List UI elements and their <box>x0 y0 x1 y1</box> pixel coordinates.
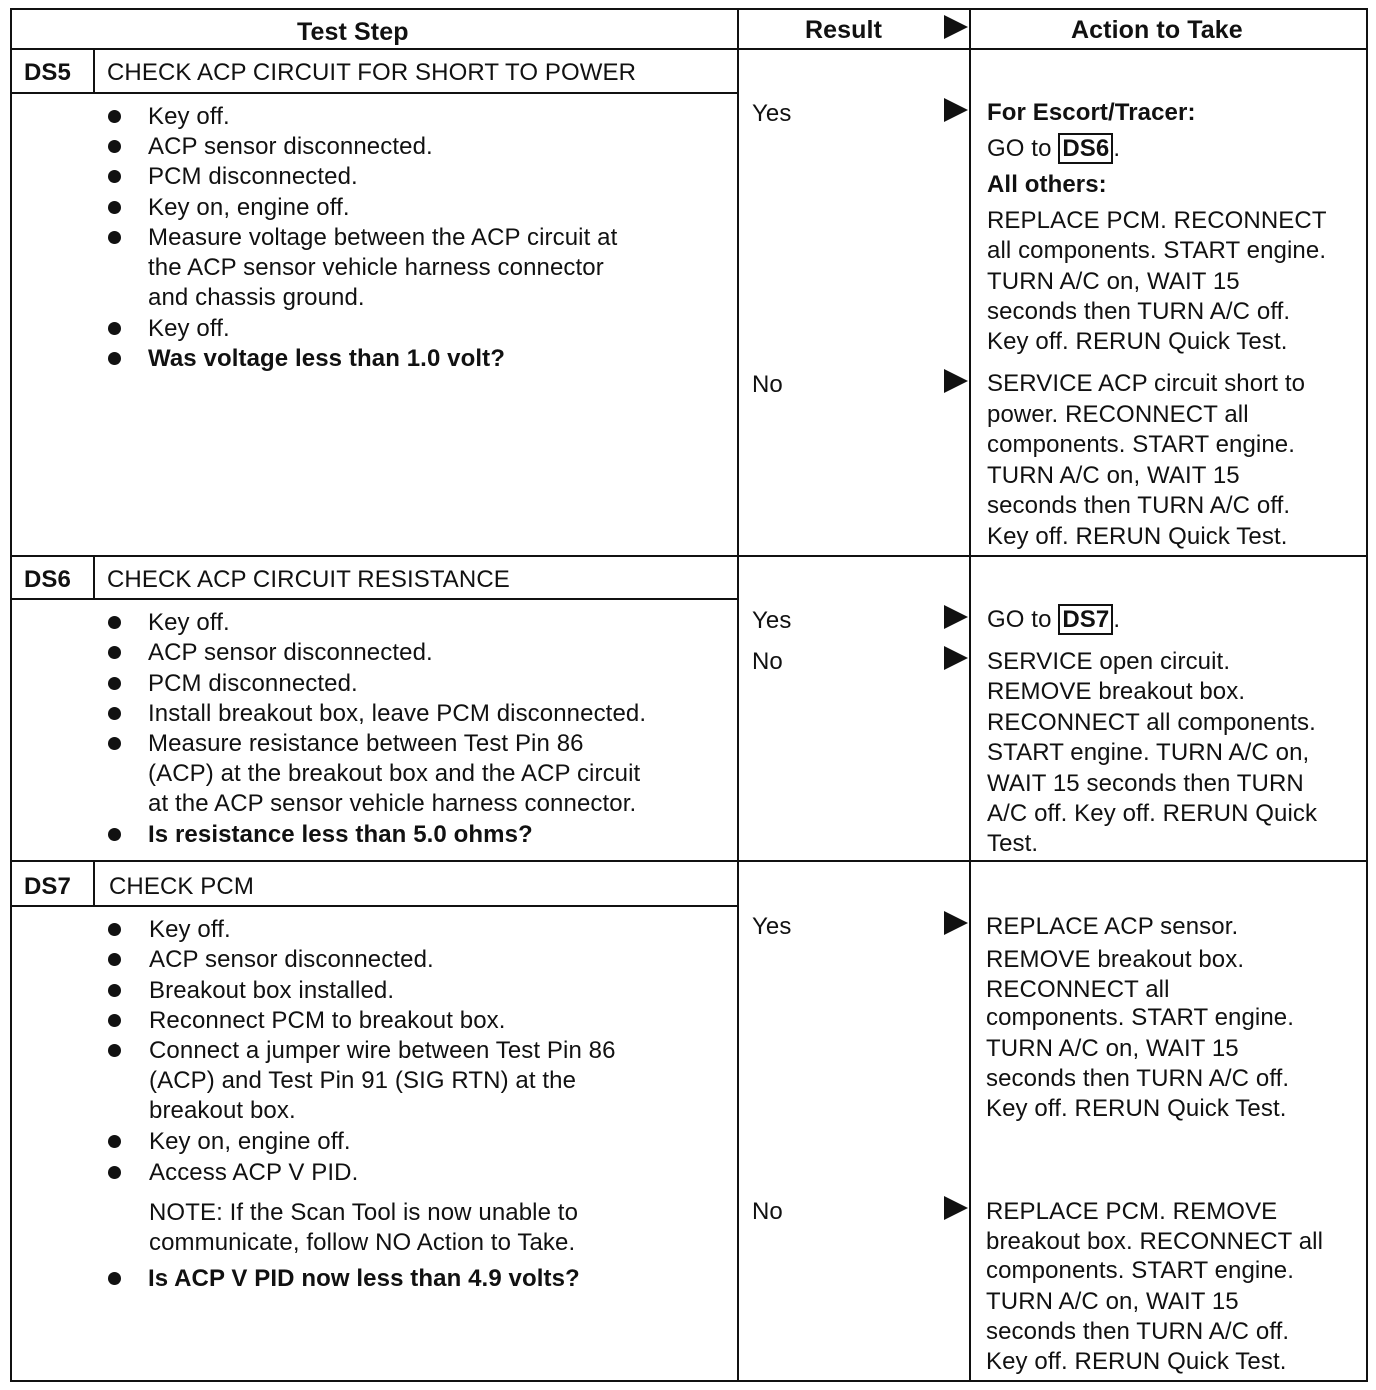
action-goto <box>987 137 1120 161</box>
action-line: seconds then TURN A/C off. <box>987 298 1291 325</box>
action-heading: All others: <box>987 171 1107 198</box>
result-arrow-icon <box>944 98 968 122</box>
header-test-step: Test Step <box>297 18 409 46</box>
step-item: Key on, engine off. <box>149 1128 351 1155</box>
result-arrow-icon <box>944 911 968 935</box>
row-divider <box>10 860 1368 862</box>
action-line: seconds then TURN A/C off. <box>986 1318 1290 1345</box>
result-arrow-icon <box>944 646 968 670</box>
step-question: Is ACP V PID now less than 4.9 volts? <box>148 1265 580 1292</box>
action-line: REMOVE breakout box. <box>987 678 1246 705</box>
result-arrow-icon <box>944 605 968 629</box>
action-line: power. RECONNECT all <box>987 401 1249 428</box>
bullet-icon <box>108 953 121 966</box>
goto-period: . <box>1113 135 1121 162</box>
row-divider <box>10 555 1368 557</box>
step-note: communicate, follow NO Action to Take. <box>149 1229 576 1256</box>
step-id-divider <box>93 557 95 598</box>
action-line: WAIT 15 seconds then TURN <box>987 770 1304 797</box>
step-item-continued: (ACP) and Test Pin 91 (SIG RTN) at the <box>149 1067 577 1094</box>
step-item: ACP sensor disconnected. <box>149 946 434 973</box>
goto-period: . <box>1113 606 1121 633</box>
bullet-icon <box>108 1166 121 1179</box>
step-item: Measure resistance between Test Pin 86 <box>148 730 584 757</box>
step-title-underline <box>12 92 737 94</box>
bullet-icon <box>108 677 121 690</box>
step-item: Measure voltage between the ACP circuit at <box>148 224 618 251</box>
bullet-icon <box>108 170 121 183</box>
step-title-underline <box>12 905 737 907</box>
action-line: REPLACE PCM. RECONNECT <box>987 207 1327 234</box>
step-item: ACP sensor disconnected. <box>148 133 433 160</box>
action-line: Test. <box>987 830 1039 857</box>
step-title: CHECK ACP CIRCUIT FOR SHORT TO POWER <box>107 59 637 86</box>
bullet-icon <box>108 231 121 244</box>
step-id-divider <box>93 50 95 92</box>
bullet-icon <box>108 1044 121 1057</box>
action-goto <box>987 608 1120 632</box>
step-title: CHECK PCM <box>109 873 254 900</box>
bullet-icon <box>108 1014 121 1027</box>
step-note: NOTE: If the Scan Tool is now unable to <box>149 1199 579 1226</box>
action-line: components. START engine. <box>987 431 1296 458</box>
step-id: DS7 <box>24 873 71 900</box>
result-yes: Yes <box>752 913 792 940</box>
header-divider <box>10 48 1368 50</box>
result-no: No <box>752 648 783 675</box>
table-border-left <box>10 8 12 1382</box>
step-question: Is resistance less than 5.0 ohms? <box>148 821 533 848</box>
step-item: PCM disconnected. <box>148 163 358 190</box>
bullet-icon <box>108 984 121 997</box>
table-border-top <box>10 8 1368 10</box>
action-line: breakout box. RECONNECT all <box>986 1228 1324 1255</box>
action-line: REPLACE PCM. REMOVE <box>986 1198 1278 1225</box>
action-line: seconds then TURN A/C off. <box>986 1065 1290 1092</box>
step-item: ACP sensor disconnected. <box>148 639 433 666</box>
step-id-divider <box>93 862 95 905</box>
action-line: seconds then TURN A/C off. <box>987 492 1291 519</box>
step-item-continued: the ACP sensor vehicle harness connector <box>148 254 604 281</box>
step-item: Key off. <box>148 103 230 130</box>
bullet-icon <box>108 201 121 214</box>
bullet-icon <box>108 737 121 750</box>
step-item: Breakout box installed. <box>149 977 395 1004</box>
step-item-continued: breakout box. <box>149 1097 296 1124</box>
column-divider-action <box>969 8 971 1382</box>
step-item-continued: at the ACP sensor vehicle harness connector. <box>148 790 637 817</box>
step-question: Was voltage less than 1.0 volt? <box>148 345 505 372</box>
step-id: DS5 <box>24 59 71 86</box>
action-line: RECONNECT all components. <box>987 709 1316 736</box>
step-item-continued: and chassis ground. <box>148 284 365 311</box>
action-line: REMOVE breakout box. <box>986 946 1245 973</box>
header-action-to-take: Action to Take <box>1071 16 1243 44</box>
step-item: Key off. <box>149 916 231 943</box>
action-line: Key off. RERUN Quick Test. <box>987 328 1288 355</box>
bullet-icon <box>108 140 121 153</box>
action-heading: For Escort/Tracer: <box>987 99 1196 126</box>
step-reference-ds7[interactable]: DS7 <box>1058 604 1113 635</box>
action-line: REPLACE ACP sensor. <box>986 913 1239 940</box>
action-line: RECONNECT all <box>986 976 1170 1003</box>
action-line: START engine. TURN A/C on, <box>987 739 1310 766</box>
bullet-icon <box>108 616 121 629</box>
action-line: TURN A/C on, WAIT 15 <box>986 1035 1239 1062</box>
table-border-right <box>1366 8 1368 1382</box>
bullet-icon <box>108 923 121 936</box>
result-arrow-icon <box>944 15 968 39</box>
result-no: No <box>752 371 783 398</box>
action-line: SERVICE open circuit. <box>987 648 1231 675</box>
result-yes: Yes <box>752 100 792 127</box>
table-border-bottom <box>10 1380 1368 1382</box>
action-line: A/C off. Key off. RERUN Quick <box>987 800 1318 827</box>
result-yes: Yes <box>752 607 792 634</box>
bullet-icon <box>108 646 121 659</box>
goto-label: GO to <box>987 135 1052 162</box>
bullet-icon <box>108 322 121 335</box>
step-item: Connect a jumper wire between Test Pin 86 <box>149 1037 616 1064</box>
step-title: CHECK ACP CIRCUIT RESISTANCE <box>107 566 510 593</box>
bullet-icon <box>108 110 121 123</box>
step-id: DS6 <box>24 566 71 593</box>
bullet-icon <box>108 1272 121 1285</box>
action-line: all components. START engine. <box>987 237 1327 264</box>
header-result: Result <box>805 16 883 44</box>
step-item: PCM disconnected. <box>148 670 358 697</box>
column-divider-result <box>737 8 739 1382</box>
step-item: Install breakout box, leave PCM disconnected. <box>148 700 647 727</box>
action-line: TURN A/C on, WAIT 15 <box>987 268 1240 295</box>
action-line: SERVICE ACP circuit short to <box>987 370 1306 397</box>
action-line: components. START engine. <box>986 1257 1295 1284</box>
bullet-icon <box>108 707 121 720</box>
step-item: Access ACP V PID. <box>149 1159 359 1186</box>
action-line: TURN A/C on, WAIT 15 <box>986 1288 1239 1315</box>
step-item: Key off. <box>148 609 230 636</box>
step-reference-ds6[interactable]: DS6 <box>1058 133 1113 164</box>
action-line: Key off. RERUN Quick Test. <box>986 1095 1287 1122</box>
result-no: No <box>752 1198 783 1225</box>
action-line: components. START engine. <box>986 1004 1295 1031</box>
step-title-underline <box>12 598 737 600</box>
bullet-icon <box>108 352 121 365</box>
step-item: Key off. <box>148 315 230 342</box>
step-item: Reconnect PCM to breakout box. <box>149 1007 506 1034</box>
result-arrow-icon <box>944 369 968 393</box>
goto-label: GO to <box>987 606 1052 633</box>
action-line: Key off. RERUN Quick Test. <box>987 523 1288 550</box>
step-item: Key on, engine off. <box>148 194 350 221</box>
action-line: TURN A/C on, WAIT 15 <box>987 462 1240 489</box>
result-arrow-icon <box>944 1196 968 1220</box>
bullet-icon <box>108 828 121 841</box>
step-item-continued: (ACP) at the breakout box and the ACP circuit <box>148 760 641 787</box>
action-line: Key off. RERUN Quick Test. <box>986 1348 1287 1375</box>
bullet-icon <box>108 1135 121 1148</box>
